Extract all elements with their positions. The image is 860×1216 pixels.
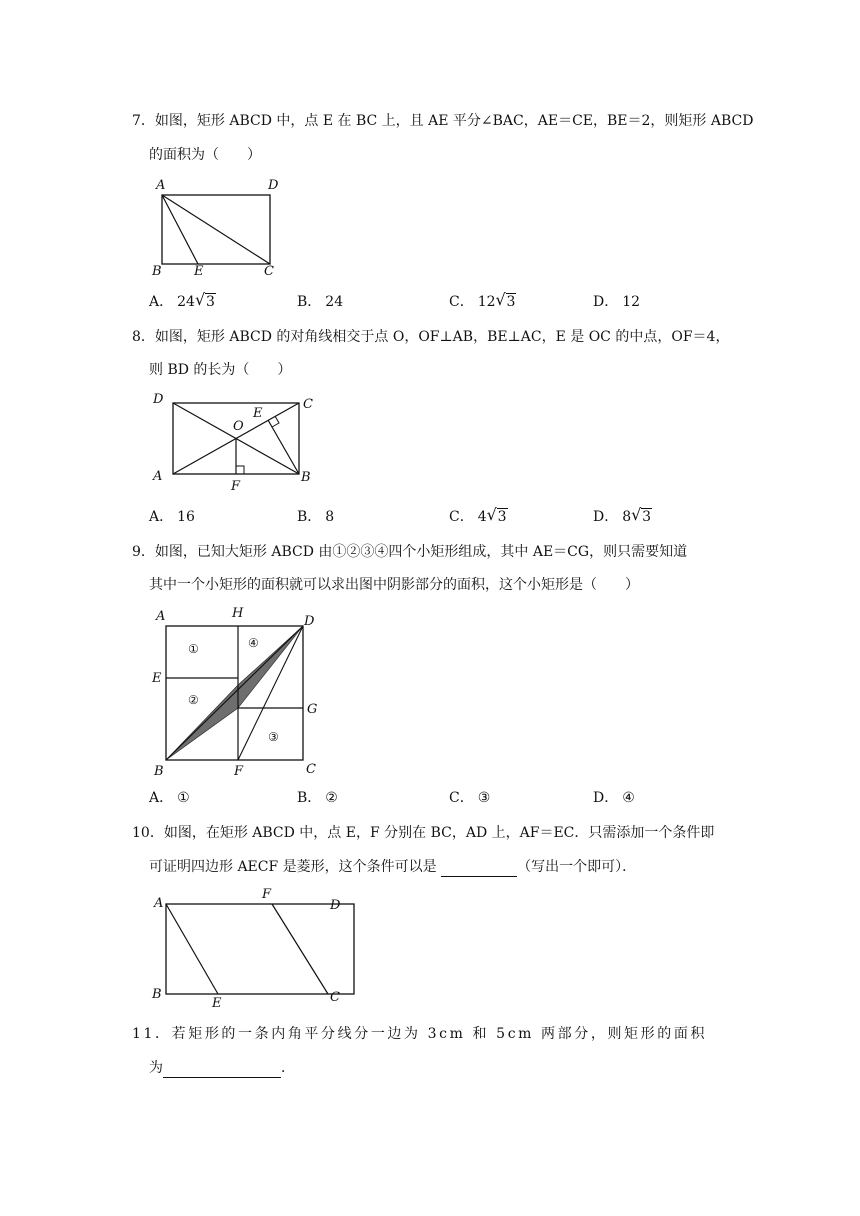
q7-label-b: B [152, 264, 162, 279]
q7-option-a[interactable]: A． 24√ 3 [149, 292, 216, 312]
q10-stem-line-2: 可证明四边形 AECF 是菱形，这个条件可以是 （写出一个即可）． [149, 859, 637, 875]
q10-label-e: E [212, 996, 222, 1011]
q8-stem-line-1: 8．如图，矩形 ABCD 的对角线相交于点 O，OF⊥AB，BE⊥AC，E 是 OC 的中点，OF＝4， [132, 329, 730, 345]
q11-answer-blank[interactable] [163, 1059, 281, 1078]
q8-option-b[interactable]: B． 8 [297, 509, 335, 525]
q8-figure [145, 388, 325, 496]
q10-figure [148, 885, 358, 1011]
q8-right-angle-f [236, 466, 244, 474]
q7-label-d: D [268, 178, 279, 193]
q10-stem-line-1: 10．如图，在矩形 ABCD 中，点 E，F 分别在 BC，AD 上，AF＝EC．只需添加一个条件即 [132, 825, 715, 841]
q10-segment-fc [272, 904, 328, 994]
q9-label-c: C [306, 762, 316, 777]
q8-label-f: F [231, 479, 241, 494]
q9-figure [148, 603, 328, 778]
q7-diagonal-ac [162, 195, 270, 264]
radical-sign: √ 3 [488, 507, 508, 527]
q9-stem-line-1: 9．如图，已知大矩形 ABCD 由①②③④四个小矩形组成，其中 AE＝CG，则只需要知道 [132, 544, 688, 560]
q9-label-a: A [156, 609, 166, 624]
radical-sign: √ 3 [497, 292, 517, 312]
q8-label-b: B [301, 470, 311, 485]
q9-label-b: B [154, 764, 164, 779]
q7-segment-ae [162, 195, 198, 264]
q8-label-c: C [303, 397, 313, 412]
q10-label-c: C [330, 990, 340, 1005]
q10-label-f: F [262, 887, 272, 902]
q8-option-a[interactable]: A． 16 [149, 509, 195, 525]
q11-stem-line-1: 11．若矩形的一条内角平分线分一边为 3cm 和 5cm 两部分，则矩形的面积 [132, 1026, 708, 1042]
q9-label-e: E [152, 671, 162, 686]
q9-stem-line-2: 其中一个小矩形的面积就可以求出图中阴影部分的面积，这个小矩形是（ ） [149, 577, 639, 593]
q8-label-e: E [253, 406, 263, 421]
q9-option-d[interactable]: D． ④ [593, 790, 635, 806]
q7-stem-line-1: 7．如图，矩形 ABCD 中，点 E 在 BC 上，且 AE 平分∠BAC，AE＝CE，BE＝2，则矩形 ABCD [132, 113, 754, 129]
radical-sign: √ 3 [196, 292, 216, 312]
q9-label-g: G [307, 702, 318, 717]
q8-label-a: A [153, 469, 163, 484]
q10-label-a: A [154, 896, 164, 911]
q9-region-1: ① [188, 642, 199, 656]
q8-label-d: D [153, 392, 164, 407]
q10-label-b: B [152, 987, 162, 1002]
q9-label-f: F [234, 764, 244, 779]
q11-stem-line-2: 为 ． [149, 1060, 295, 1076]
q7-option-d[interactable]: D． 12 [593, 294, 641, 310]
q10-segment-ae [166, 904, 218, 994]
q9-option-c[interactable]: C． ③ [449, 790, 491, 806]
q9-region-3: ③ [268, 730, 279, 744]
q10-label-d: D [330, 898, 341, 913]
q9-region-2: ② [188, 693, 199, 707]
q9-option-a[interactable]: A． ① [149, 790, 190, 806]
q7-label-c: C [264, 264, 274, 279]
radical-sign: √ 3 [632, 507, 652, 527]
q9-label-d: D [304, 614, 315, 629]
q8-label-o: O [233, 419, 244, 434]
q7-label-e: E [194, 264, 204, 279]
q8-option-d[interactable]: D． 8√ 3 [593, 507, 652, 527]
q8-option-c[interactable]: C． 4√ 3 [449, 507, 508, 527]
q10-rectangle [166, 904, 354, 994]
q9-region-4: ④ [248, 636, 259, 650]
q7-stem-line-2: 的面积为（ ） [149, 147, 261, 163]
q8-stem-line-2: 则 BD 的长为（ ） [149, 362, 292, 378]
q10-answer-blank[interactable] [441, 858, 517, 877]
q9-label-h: H [232, 606, 244, 621]
q7-option-b[interactable]: B． 24 [297, 294, 344, 310]
q9-option-b[interactable]: B． ② [297, 790, 338, 806]
q7-option-c[interactable]: C． 12√ 3 [449, 292, 516, 312]
q7-label-a: A [156, 178, 166, 193]
q9-line-bd [166, 626, 303, 760]
q7-figure [150, 176, 290, 280]
